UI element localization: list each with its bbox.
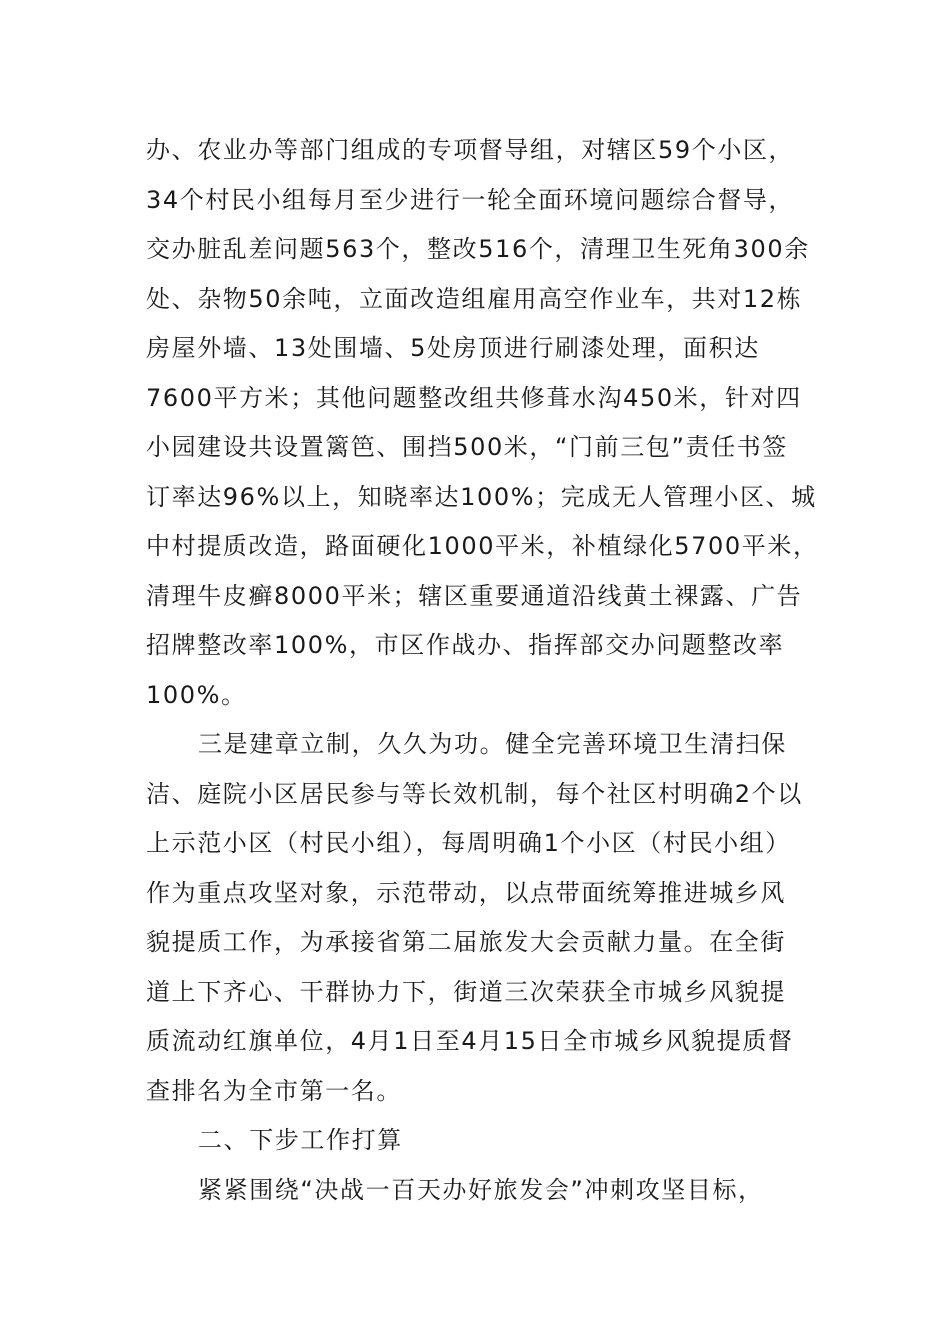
- text-line: 中村提质改造，路面硬化1000平米，补植绿化5700平米，: [146, 532, 819, 560]
- section-heading: [146, 1116, 811, 1166]
- text-line: 作为重点攻坚对象，示范带动，以点带面统筹推进城乡风: [146, 878, 786, 907]
- text-line: 貌提质工作，为承接省第二届旅发大会贡献力量。在全街: [146, 928, 786, 956]
- text-line: 订率达96%以上，知晓率达100%；完成无人管理小区、城: [146, 482, 817, 511]
- text-line: 质流动红旗单位，4月1日至4月15日全市城乡风貌提质督: [146, 1027, 794, 1055]
- heading-next-steps: 二、下步工作打算: [198, 1126, 403, 1154]
- text-line: 清理牛皮癣8000平米；辖区重要通道沿线黄土裸露、广告: [146, 581, 803, 610]
- text-line: 三是建章立制，久久为功。健全完善环境卫生清扫保: [198, 730, 787, 758]
- paragraph-progress-results: [146, 126, 819, 720]
- text-line: 洁、庭院小区居民参与等长效机制，每个社区村明确2个以: [146, 779, 803, 808]
- text-line: 100%。: [146, 680, 247, 709]
- text-line: 34个村民小组每月至少进行一轮全面环境问题综合督导，: [146, 185, 795, 214]
- text-line: 道上下齐心、干群协力下，街道三次荣获全市城乡风貌提: [146, 977, 786, 1006]
- text-line: 7600平方米；其他问题整改组共修葺水沟450米，针对四: [146, 383, 802, 412]
- paragraph-long-term-mechanism: [146, 720, 811, 1116]
- text-line: 紧紧围绕“决战一百天办好旅发会”冲刺攻坚目标，: [198, 1175, 764, 1204]
- text-line: 上示范小区（村民小组），每周明确1个小区（村民小组）: [146, 829, 791, 857]
- text-line: 查排名为全市第一名。: [146, 1076, 402, 1105]
- document-body: [146, 126, 819, 1215]
- text-line: 小园建设共设置篱笆、围挡500米，“门前三包”责任书签: [146, 433, 788, 461]
- text-line: 招牌整改率100%，市区作战办、指挥部交办问题整改率: [146, 631, 785, 659]
- paragraph-next-steps: [146, 1166, 811, 1216]
- text-line: 交办脏乱差问题563个，整改516个，清理卫生死角300余: [146, 235, 810, 263]
- text-line: 处、杂物50余吨，立面改造组雇用高空作业车，共对12栋: [146, 284, 803, 313]
- text-line: 办、农业办等部门组成的专项督导组，对辖区59个小区，: [146, 136, 795, 164]
- text-line: 房屋外墙、13处围墙、5处房顶进行刷漆处理，面积达: [146, 334, 760, 362]
